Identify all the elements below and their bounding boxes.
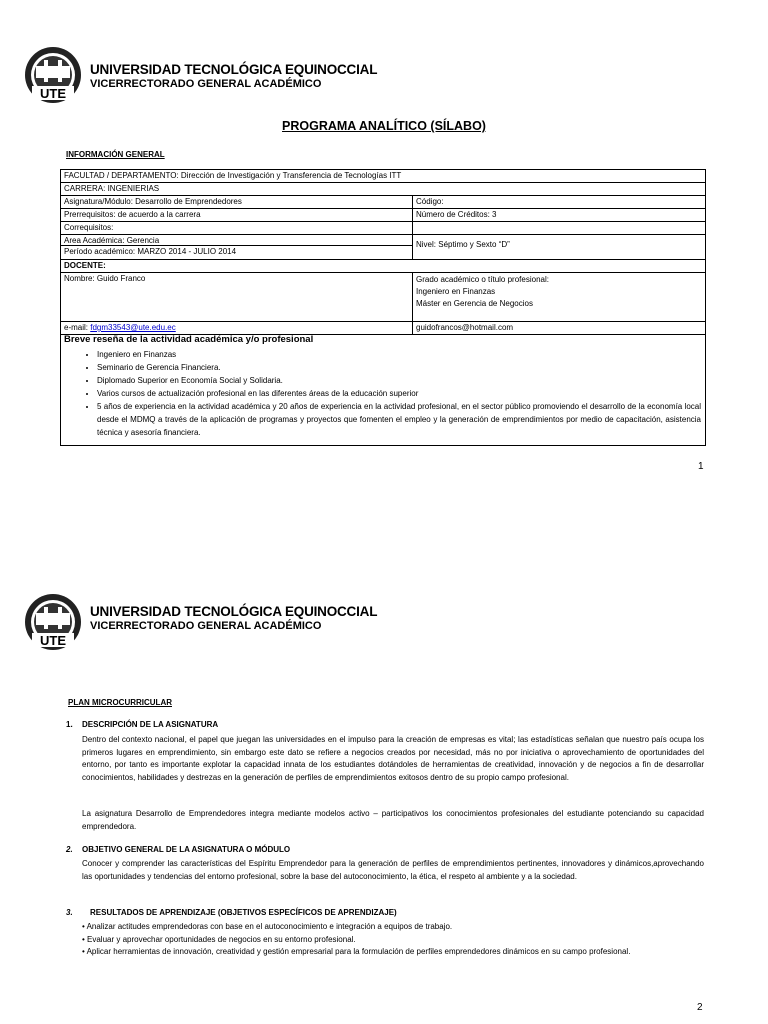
area-cell: Area Académica: Gerencia (61, 235, 412, 246)
asignatura-cell: Asignatura/Módulo: Desarrollo de Emprendedores (61, 196, 413, 208)
list-item: • 5 años de experiencia en la actividad académica y 20 años de experiencia en la actividad profesional, en el sector público promoviendo el desarrollo de la economía local desde el MDMQ a través de la aplicación de programas y proyectos que fomenten el empleo y la generación de emprendimientos por medio de capacitación, asistencia técnica y asesoría financiera. (97, 400, 705, 439)
university-logo (24, 46, 82, 104)
email-label: e-mail: (64, 323, 91, 332)
list-item: • Evaluar y aprovechar oportunidades de negocios en su entorno profesional. (82, 934, 356, 944)
empty-cell (413, 222, 705, 234)
prerrequisitos-cell: Prerrequisitos: de acuerdo a la carrera (61, 209, 413, 221)
nivel-cell: Nivel: Séptimo y Sexto “D” (416, 240, 510, 249)
s1-paragraph-1: Dentro del contexto nacional, el papel que juegan las universidades en el impulso para la creación de empresas es vital; las estadísticas señalan que nuestro país ocupa los primeros lugares en emprendimiento, sin embargo este dato se refiere a negocios creados por necesidad, más no por iniciativa o aprovechamiento de oportunidades del entorno, por tanto es importante explotar la capacidad innata de los estudiantes dotándoles de herramientas de creatividad, innovación y de negocios a fin de desarrollar conocimientos, habilidades y destrezas en la generación de perfiles de emprendimientos exitosos dentro de su propio campo profesional. (82, 735, 704, 782)
university-name: UNIVERSIDAD TECNOLÓGICA EQUINOCCIAL (90, 62, 378, 77)
periodo-cell: Período académico: MARZO 2014 - JULIO 2014 (64, 247, 237, 256)
resena-list (61, 348, 705, 439)
section-plan-microcurricular: PLAN MICROCURRICULAR (68, 698, 172, 707)
s3-number: 3. (66, 908, 73, 917)
area-periodo-cell (61, 235, 413, 259)
grado-cell (413, 273, 705, 321)
s1-title: DESCRIPCIÓN DE LA ASIGNATURA (82, 720, 219, 729)
resena-title: Breve reseña de la actividad académica y/o profesional (64, 334, 314, 345)
list-item: • Diplomado Superior en Economía Social y Solidaria. (97, 374, 705, 387)
nombre-cell: Nombre: Guido Franco (61, 273, 413, 321)
page-number-1: 1 (698, 461, 704, 472)
s3-list (82, 921, 704, 959)
s3-title: RESULTADOS DE APRENDIZAJE (OBJETIVOS ESPECÍFICOS DE APRENDIZAJE) (90, 908, 397, 917)
s1-paragraph-2: La asignatura Desarrollo de Emprendedores integra mediante modelos activo – participativos los conocimientos profesionales del estudiante potenciando su capacidad emprendedora. (82, 809, 704, 831)
carrera-cell: CARRERA: INGENIERIAS (64, 184, 160, 193)
page-title: PROGRAMA ANALÍTICO (SÍLABO) (282, 119, 486, 133)
grado-2: Máster en Gerencia de Negocios (416, 299, 533, 308)
university-name-2: UNIVERSIDAD TECNOLÓGICA EQUINOCCIAL (90, 604, 378, 619)
grado-label: Grado académico o título profesional: (416, 275, 549, 284)
codigo-cell: Código: (416, 197, 444, 206)
grado-1: Ingeniero en Finanzas (416, 287, 496, 296)
docente-cell: DOCENTE: (64, 261, 106, 270)
general-info-table (60, 169, 706, 446)
creditos-cell: Número de Créditos: 3 (416, 210, 497, 219)
section-informacion-general: INFORMACIÓN GENERAL (66, 150, 165, 159)
s2-number: 2. (66, 845, 73, 854)
facultad-cell: FACULTAD / DEPARTAMENTO: Dirección de Investigación y Transferencia de Tecnologías ITT (64, 171, 402, 180)
list-item: • Analizar actitudes emprendedoras con base en el autoconocimiento e integración a equipos de trabajo. (82, 922, 453, 931)
email-2-cell: guidofrancos@hotmail.com (416, 323, 514, 332)
s2-paragraph: Conocer y comprender las características del Espíritu Emprendedor para la generación de perfiles de emprendimientos pertinentes, innovadores y dinámicos,aprovechando las oportunidades y tendencias del entorno profesional, sobre la base del autoconocimiento, la ética, el respeto al ambiente y a la sociedad. (82, 859, 704, 881)
s1-number: 1. (66, 720, 73, 729)
logo-text: UTE (40, 86, 66, 101)
email-link[interactable]: fdgm33543@ute.edu.ec (90, 323, 176, 332)
vicerrectorado-name: VICERRECTORADO GENERAL ACADÉMICO (90, 78, 322, 90)
list-item: • Seminario de Gerencia Financiera. (97, 361, 705, 374)
correquisitos-cell: Correquisitos: (61, 222, 413, 234)
vicerrectorado-name-2: VICERRECTORADO GENERAL ACADÉMICO (90, 620, 322, 632)
university-logo-2 (24, 593, 82, 651)
email-cell (61, 322, 413, 334)
page-number-2: 2 (697, 1002, 703, 1013)
list-item: • Aplicar herramientas de innovación, creatividad y gestión empresarial para la formulación de perfiles emprendedores dinámicos en su campo profesional. (82, 947, 631, 956)
list-item: • Varios cursos de actualización profesional en las diferentes áreas de la educación superior (97, 387, 705, 400)
s2-title: OBJETIVO GENERAL DE LA ASIGNATURA O MÓDULO (82, 845, 291, 854)
logo-text-2: UTE (40, 633, 66, 648)
list-item: • Ingeniero en Finanzas (97, 348, 705, 361)
